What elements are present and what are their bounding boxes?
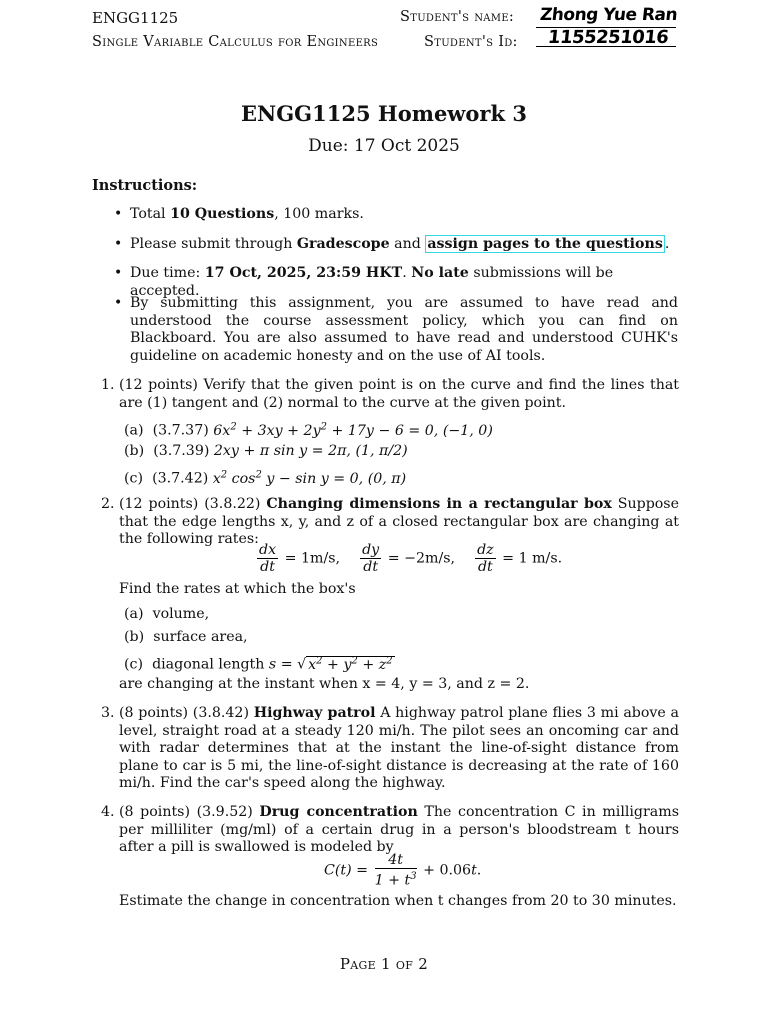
assign-pages-link[interactable]: assign pages to the questions: [427, 236, 663, 252]
instruction-item: Total 10 Questions, 100 marks.: [130, 206, 364, 222]
bullet-dot: •: [114, 295, 123, 311]
student-name-handwriting: Zhong Yue Ran: [538, 5, 679, 25]
student-id-handwriting: 1155251016: [546, 27, 670, 48]
q2-part-a: (a) volume,: [124, 606, 210, 622]
q4-concentration-equation: C(t) = $\frac{4t}{1 + t^3}$ + 0.06t.: [324, 852, 482, 889]
bullet-dot: •: [114, 265, 123, 281]
instruction-item: Due time: 17 Oct, 2025, 23:59 HKT. No late submissions will be accepted.: [130, 265, 614, 299]
instructions-heading: Instructions:: [92, 177, 198, 194]
q4-tail-text: Estimate the change in concentration when t changes from 20 to 30 minutes.: [119, 893, 677, 909]
instruction-item: By submitting this assignment, you are assumed to have read and understood the course assessment policy, which you can find on Blackboard. You are also assumed to have read and understood CUHK's guideline on academic honesty and on the use of AI tools.: [130, 295, 678, 364]
page-title: ENGG1125 Homework 3: [241, 101, 527, 126]
course-name: Single Variable Calculus for Engineers: [92, 34, 379, 50]
question-3-text: (8 points) (3.8.42) Highway patrol A highway patrol plane flies 3 mi above a level, straight road at a steady 120 mi/h. The pilot sees an oncoming car and with radar determines that at the instant the line-of-sight distance from plane to car is 5 mi, the line-of-sight distance is decreasing at the rate of 160 mi/h. Find the car's speed along the highway.: [119, 705, 679, 791]
q2-part-b: (b) surface area,: [124, 629, 248, 645]
bullet-dot: •: [114, 236, 123, 252]
q1-part-b: (b) (3.7.39) 2xy + π sin y = 2π, (1, π/2): [124, 443, 408, 459]
q1-part-c: (c) (3.7.42) $x^2$ $\cos^2 y - \sin y = 0$, (0, π): [124, 469, 407, 487]
course-code: ENGG1125: [92, 9, 179, 27]
question-number: 2.: [101, 496, 115, 512]
bullet-dot: •: [114, 206, 123, 222]
question-number: 4.: [101, 804, 115, 820]
question-1-text: (12 points) Verify that the given point is on the curve and find the lines that are (1) tangent and (2) normal to the curve at the given point.: [119, 377, 679, 411]
question-number: 1.: [101, 377, 115, 393]
q1-part-a: (a) (3.7.37) $6x^2 + 3xy + 2y^2 + 17y - 6 = 0$, (−1, 0): [124, 421, 493, 439]
due-date: Due: 17 Oct 2025: [308, 136, 460, 156]
student-id-label: Student's Id:: [424, 34, 518, 50]
q2-find-text: Find the rates at which the box's: [119, 581, 356, 597]
q2-tail-text: are changing at the instant when x = 4, y = 3, and z = 2.: [119, 676, 530, 692]
question-number: 3.: [101, 705, 115, 721]
page-number: Page 1 of 2: [339, 955, 429, 973]
question-2-text: (12 points) (3.8.22) Changing dimensions in a rectangular box Suppose that the edge lengths x, y, and z of a closed rectangular box are changing at the following rates:: [119, 496, 679, 547]
question-4-text: (8 points) (3.9.52) Drug concentration The concentration C in milligrams per milliliter (mg/ml) of a certain drug in a person's bloodstream t hours after a pill is swallowed is modeled by: [119, 804, 679, 855]
q2-part-c: (c) diagonal length s = √ $x^2 + y^2 + z^2$: [124, 655, 393, 673]
student-name-label: Student's name:: [400, 9, 515, 25]
q2-rates-equation: $\frac{dx}{dt}$ = 1m/s, $\frac{dy}{dt}$ = −2m/s, $\frac{dz}{dt}$ = 1 m/s.: [259, 542, 563, 575]
instruction-item: Please submit through Gradescope and assign pages to the questions .: [130, 236, 670, 252]
